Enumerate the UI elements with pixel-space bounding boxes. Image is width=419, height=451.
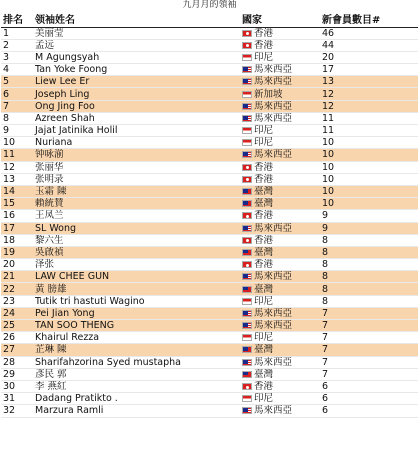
country-cell: [240, 222, 320, 234]
table-row: [1, 64, 418, 76]
country-cell: [240, 198, 320, 210]
country-label: 印尼: [254, 51, 274, 63]
rank-cell: 21: [1, 271, 33, 283]
country-cell: [240, 51, 320, 63]
malaysia-flag-icon: [242, 78, 252, 85]
rank-cell: 13: [1, 173, 33, 185]
table-row: [1, 295, 418, 307]
table-row: [1, 380, 418, 392]
table-row: [1, 246, 418, 258]
new-members-count-cell: 10: [320, 198, 418, 210]
country-label: 香港: [254, 161, 274, 173]
leader-name-cell: Dadang Pratikto .: [33, 393, 240, 405]
table-row: [1, 259, 418, 271]
taiwan-flag-icon: [242, 371, 252, 378]
table-row: [1, 320, 418, 332]
leader-name-cell: 黃 膀雄: [33, 283, 240, 295]
table-row: [1, 222, 418, 234]
leader-name-cell: 张丽华: [33, 161, 240, 173]
rank-cell: 6: [1, 88, 33, 100]
table-row: [1, 125, 418, 137]
new-members-count-cell: 6: [320, 405, 418, 417]
country-cell: [240, 149, 320, 161]
country-cell: [240, 125, 320, 137]
leader-name-cell: Tan Yoke Foong: [33, 64, 240, 76]
new-members-count-cell: 7: [320, 344, 418, 356]
leader-name-cell: Pei Jian Yong: [33, 307, 240, 319]
new-members-count-cell: 7: [320, 320, 418, 332]
table-row: [1, 344, 418, 356]
taiwan-flag-icon: [242, 188, 252, 195]
rank-cell: 4: [1, 64, 33, 76]
leader-name-cell: Tutik tri hastuti Wagino: [33, 295, 240, 307]
leader-name-cell: 泽张: [33, 259, 240, 271]
new-members-count-cell: 9: [320, 210, 418, 222]
country-label: 馬來西亞: [254, 356, 293, 368]
country-cell: [240, 259, 320, 271]
malaysia-flag-icon: [242, 66, 252, 73]
table-row: [1, 27, 418, 39]
leader-name-cell: 吳啟禎: [33, 246, 240, 258]
country-cell: [240, 27, 320, 39]
malaysia-flag-icon: [242, 359, 252, 366]
rank-cell: 14: [1, 185, 33, 197]
country-cell: [240, 173, 320, 185]
rank-cell: 1: [1, 27, 33, 39]
country-label: 香港: [254, 27, 274, 39]
rank-cell: 18: [1, 234, 33, 246]
new-members-count-cell: 17: [320, 64, 418, 76]
rank-cell: 28: [1, 356, 33, 368]
country-label: 香港: [254, 259, 274, 271]
country-cell: [240, 210, 320, 222]
table-row: [1, 368, 418, 380]
country-cell: [240, 137, 320, 149]
indonesia-flag-icon: [242, 54, 252, 61]
leader-name-cell: 孟远: [33, 39, 240, 51]
country-cell: [240, 320, 320, 332]
leader-name-cell: TAN SOO THENG: [33, 320, 240, 332]
hong-kong-flag-icon: [242, 383, 252, 390]
table-row: [1, 198, 418, 210]
country-label: 印尼: [254, 137, 274, 149]
malaysia-flag-icon: [242, 225, 252, 232]
table-row: [1, 332, 418, 344]
rank-cell: 17: [1, 222, 33, 234]
rank-cell: 26: [1, 332, 33, 344]
leader-name-cell: 钟咏湔: [33, 149, 240, 161]
table-row: [1, 112, 418, 124]
country-label: 馬來西亞: [254, 271, 293, 283]
new-members-count-cell: 7: [320, 307, 418, 319]
table-row: [1, 149, 418, 161]
country-cell: [240, 393, 320, 405]
rank-cell: 30: [1, 380, 33, 392]
rank-cell: 5: [1, 76, 33, 88]
country-cell: [240, 100, 320, 112]
country-cell: [240, 356, 320, 368]
new-members-count-cell: 11: [320, 125, 418, 137]
country-label: 臺灣: [254, 344, 274, 356]
country-cell: [240, 185, 320, 197]
table-row: [1, 271, 418, 283]
new-members-count-cell: 9: [320, 222, 418, 234]
country-cell: [240, 344, 320, 356]
country-cell: [240, 405, 320, 417]
country-label: 印尼: [254, 125, 274, 137]
new-members-count-cell: 8: [320, 259, 418, 271]
leader-table: [1, 10, 418, 418]
country-label: 馬來西亞: [254, 100, 293, 112]
new-members-count-cell: 8: [320, 246, 418, 258]
table-row: [1, 307, 418, 319]
malaysia-flag-icon: [242, 322, 252, 329]
leader-name-cell: 彥民 郭: [33, 368, 240, 380]
country-cell: [240, 161, 320, 173]
new-members-count-cell: 8: [320, 295, 418, 307]
new-members-count-cell: 11: [320, 112, 418, 124]
leader-name-cell: Azreen Shah: [33, 112, 240, 124]
country-cell: [240, 88, 320, 100]
leader-name-cell: Joseph Ling: [33, 88, 240, 100]
new-members-count-cell: 44: [320, 39, 418, 51]
country-cell: [240, 246, 320, 258]
country-cell: [240, 380, 320, 392]
leader-name-cell: Khairul Rezza: [33, 332, 240, 344]
country-cell: [240, 76, 320, 88]
country-label: 香港: [254, 39, 274, 51]
header-leader-name: 领袖姓名: [35, 14, 75, 26]
country-cell: [240, 234, 320, 246]
header-rank: 排名: [3, 14, 23, 26]
country-label: 臺灣: [254, 186, 274, 198]
indonesia-flag-icon: [242, 127, 252, 134]
table-row: [1, 283, 418, 295]
rank-cell: 25: [1, 320, 33, 332]
rank-cell: 27: [1, 344, 33, 356]
country-label: 臺灣: [254, 198, 274, 210]
hong-kong-flag-icon: [242, 164, 252, 171]
hong-kong-flag-icon: [242, 42, 252, 49]
hong-kong-flag-icon: [242, 237, 252, 244]
rank-cell: 7: [1, 100, 33, 112]
taiwan-flag-icon: [242, 286, 252, 293]
new-members-count-cell: 46: [320, 27, 418, 39]
table-row: [1, 173, 418, 185]
country-label: 新加坡: [254, 88, 283, 100]
leader-name-cell: 黎六生: [33, 234, 240, 246]
malaysia-flag-icon: [242, 273, 252, 280]
hong-kong-flag-icon: [242, 261, 252, 268]
country-label: 臺灣: [254, 246, 274, 258]
malaysia-flag-icon: [242, 103, 252, 110]
table-row: [1, 210, 418, 222]
rank-cell: 15: [1, 198, 33, 210]
table-header-row: [1, 10, 418, 27]
new-members-count-cell: 8: [320, 283, 418, 295]
country-label: 馬來西亞: [254, 222, 293, 234]
table-row: [1, 161, 418, 173]
leader-name-cell: 李 燕紅: [33, 380, 240, 392]
table-row: [1, 185, 418, 197]
country-label: 馬來西亞: [254, 307, 293, 319]
leader-name-cell: Nuriana: [33, 137, 240, 149]
new-members-count-cell: 6: [320, 380, 418, 392]
country-label: 馬來西亞: [254, 64, 293, 76]
hong-kong-flag-icon: [242, 30, 252, 37]
taiwan-flag-icon: [242, 200, 252, 207]
leader-name-cell: Ong Jing Foo: [33, 100, 240, 112]
rank-cell: 24: [1, 307, 33, 319]
country-label: 印尼: [254, 295, 274, 307]
rank-cell: 31: [1, 393, 33, 405]
new-members-count-cell: 10: [320, 185, 418, 197]
rank-cell: 19: [1, 246, 33, 258]
new-members-count-cell: 20: [320, 51, 418, 63]
header-new-members: 新會員數目#: [322, 14, 381, 26]
country-label: 香港: [254, 210, 274, 222]
rank-cell: 32: [1, 405, 33, 417]
leader-name-cell: 芷琳 陳: [33, 344, 240, 356]
rank-cell: 11: [1, 149, 33, 161]
country-label: 馬來西亞: [254, 149, 293, 161]
rank-cell: 9: [1, 125, 33, 137]
leader-name-cell: Marzura Ramli: [33, 405, 240, 417]
leader-name-cell: SL Wong: [33, 222, 240, 234]
malaysia-flag-icon: [242, 407, 252, 414]
rank-cell: 12: [1, 161, 33, 173]
table-body: [1, 27, 418, 417]
table-row: [1, 405, 418, 417]
rank-cell: 3: [1, 51, 33, 63]
malaysia-flag-icon: [242, 310, 252, 317]
country-label: 香港: [254, 234, 274, 246]
new-members-count-cell: 7: [320, 368, 418, 380]
taiwan-flag-icon: [242, 346, 252, 353]
rank-cell: 22: [1, 283, 33, 295]
country-label: 印尼: [254, 332, 274, 344]
new-members-count-cell: 12: [320, 88, 418, 100]
new-members-count-cell: 8: [320, 234, 418, 246]
indonesia-flag-icon: [242, 334, 252, 341]
taiwan-flag-icon: [242, 249, 252, 256]
table-row: [1, 100, 418, 112]
hong-kong-flag-icon: [242, 176, 252, 183]
country-label: 馬來西亞: [254, 405, 293, 417]
new-members-count-cell: 7: [320, 332, 418, 344]
country-cell: [240, 295, 320, 307]
singapore-flag-icon: [242, 91, 252, 98]
indonesia-flag-icon: [242, 395, 252, 402]
new-members-count-cell: 10: [320, 137, 418, 149]
country-cell: [240, 271, 320, 283]
country-cell: [240, 39, 320, 51]
header-country: 國家: [242, 14, 262, 26]
country-label: 印尼: [254, 393, 274, 405]
rank-cell: 10: [1, 137, 33, 149]
table-row: [1, 393, 418, 405]
country-label: 香港: [254, 173, 274, 185]
new-members-count-cell: 8: [320, 271, 418, 283]
new-members-count-cell: 13: [320, 76, 418, 88]
leader-name-cell: 玉霜 陳: [33, 185, 240, 197]
country-label: 臺灣: [254, 368, 274, 380]
leader-name-cell: 张明录: [33, 173, 240, 185]
table-row: [1, 234, 418, 246]
country-cell: [240, 332, 320, 344]
leader-name-cell: LAW CHEE GUN: [33, 271, 240, 283]
country-label: 臺灣: [254, 283, 274, 295]
leader-name-cell: 賴統賛: [33, 198, 240, 210]
leader-name-cell: Sharifahzorina Syed mustapha: [33, 356, 240, 368]
rank-cell: 23: [1, 295, 33, 307]
table-row: [1, 76, 418, 88]
malaysia-flag-icon: [242, 115, 252, 122]
table-row: [1, 88, 418, 100]
new-members-count-cell: 10: [320, 173, 418, 185]
indonesia-flag-icon: [242, 298, 252, 305]
rank-cell: 16: [1, 210, 33, 222]
leader-name-cell: M Agungsyah: [33, 51, 240, 63]
leader-name-cell: 王凤兰: [33, 210, 240, 222]
country-cell: [240, 368, 320, 380]
new-members-count-cell: 12: [320, 100, 418, 112]
new-members-count-cell: 10: [320, 149, 418, 161]
new-members-count-cell: 7: [320, 356, 418, 368]
hong-kong-flag-icon: [242, 212, 252, 219]
country-cell: [240, 112, 320, 124]
rank-cell: 2: [1, 39, 33, 51]
leader-name-cell: 美丽莹: [33, 27, 240, 39]
page-title: 九月月的領袖: [182, 0, 237, 10]
indonesia-flag-icon: [242, 139, 252, 146]
country-cell: [240, 64, 320, 76]
rank-cell: 8: [1, 112, 33, 124]
country-cell: [240, 307, 320, 319]
table-row: [1, 51, 418, 63]
country-label: 馬來西亞: [254, 320, 293, 332]
table-row: [1, 356, 418, 368]
country-label: 馬來西亞: [254, 112, 293, 124]
country-cell: [240, 283, 320, 295]
table-row: [1, 39, 418, 51]
rank-cell: 29: [1, 368, 33, 380]
malaysia-flag-icon: [242, 151, 252, 158]
country-label: 馬來西亞: [254, 76, 293, 88]
table-row: [1, 137, 418, 149]
rank-cell: 20: [1, 259, 33, 271]
new-members-count-cell: 10: [320, 161, 418, 173]
leader-name-cell: Jajat Jatinika Holil: [33, 125, 240, 137]
leader-name-cell: Liew Lee Er: [33, 76, 240, 88]
country-label: 香港: [254, 381, 274, 393]
new-members-count-cell: 6: [320, 393, 418, 405]
